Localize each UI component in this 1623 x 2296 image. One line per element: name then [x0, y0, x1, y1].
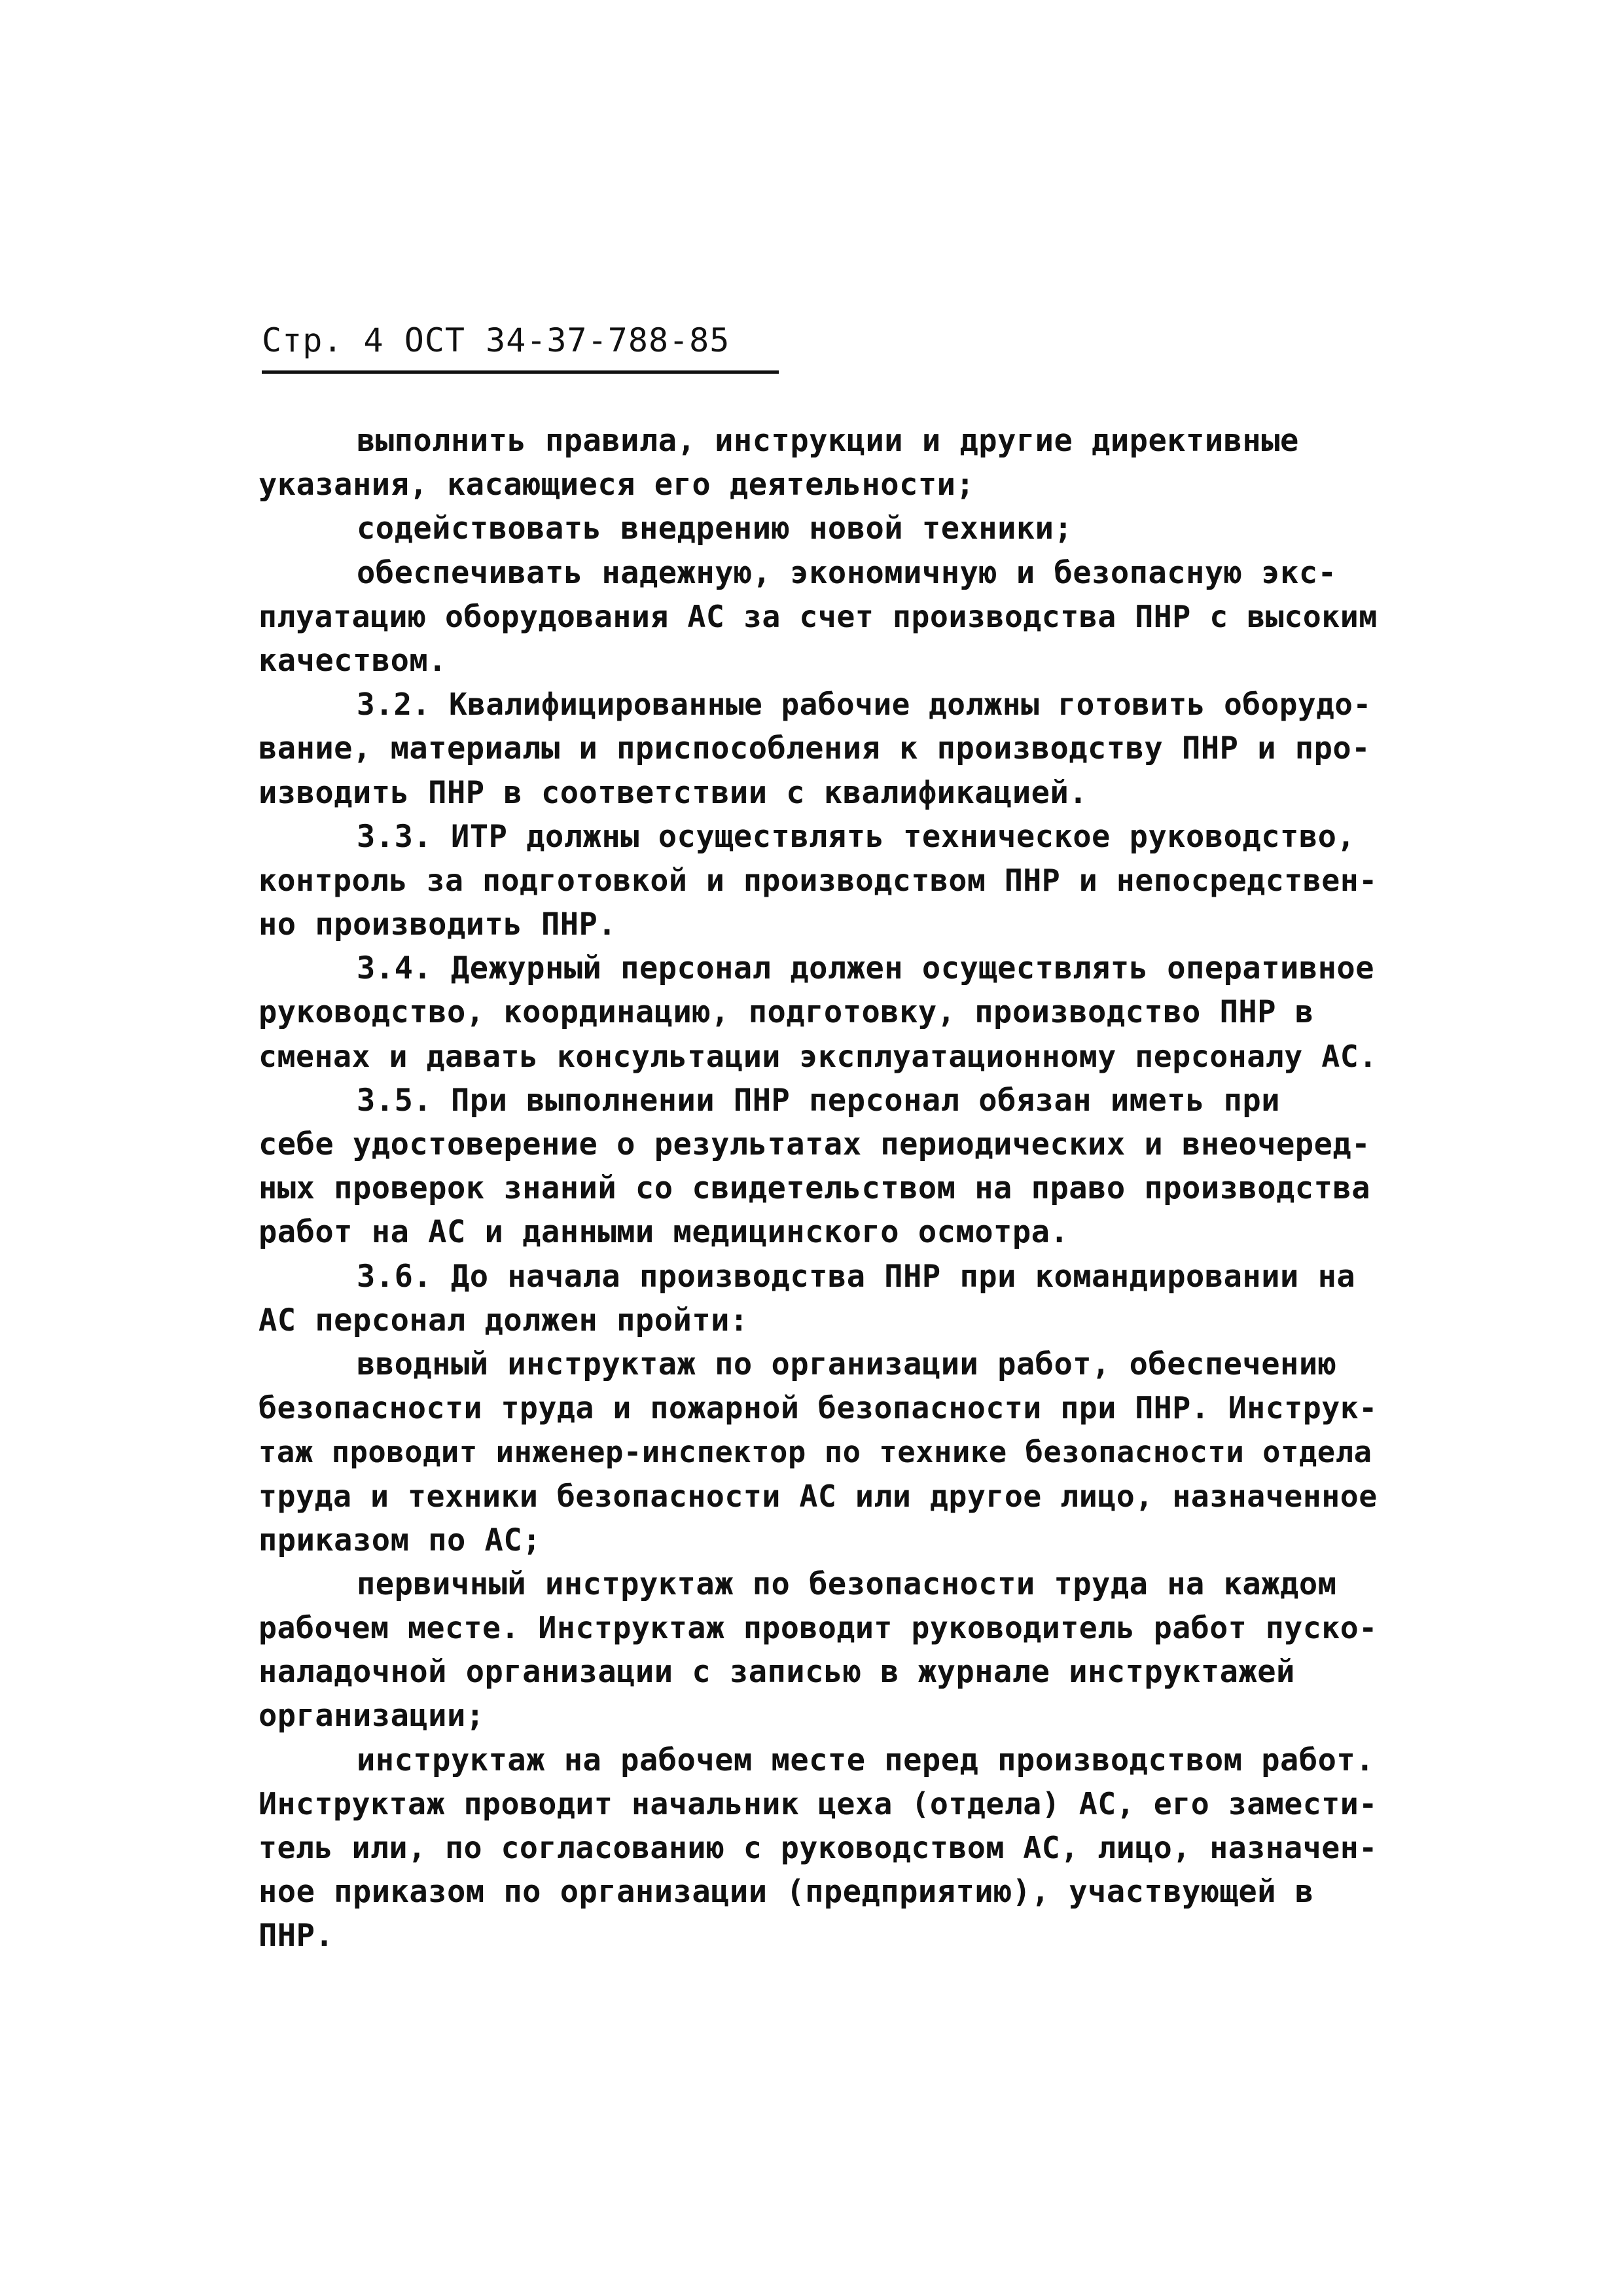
text-line: изводить ПНР в соответствии с квалификацией. [259, 774, 1088, 811]
text-line: организации; [259, 1698, 485, 1734]
text-line: выполнить правила, инструкции и другие директивные [357, 423, 1299, 459]
text-line: ное приказом по организации (предприятию), участвующей в [259, 1874, 1314, 1910]
text-line: сменах и давать консультации эксплуатационному персоналу АС. [259, 1038, 1378, 1074]
text-line: содействовать внедрению новой техники; [357, 511, 1073, 547]
page-header [262, 314, 779, 374]
text-line: работ на АС и данными медицинского осмотра. [259, 1214, 1069, 1251]
text-line: вание, материалы и приспособления к производству ПНР и про- [259, 730, 1370, 767]
text-line: приказом по АС; [259, 1522, 541, 1558]
text-line: АС персонал должен пройти: [259, 1302, 749, 1338]
header-rule [262, 370, 779, 374]
text-line: но производить ПНР. [259, 906, 617, 943]
text-line: руководство, координацию, подготовку, производство ПНР в [259, 994, 1314, 1031]
text-line: тель или, по согласованию с руководством АС, лицо, назначен- [259, 1830, 1378, 1865]
text-line: 3.3. ИТР должны осуществлять техническое руководство, [357, 818, 1356, 855]
text-line: рабочем месте. Инструктаж проводит руководитель работ пуско- [259, 1610, 1378, 1646]
document-body [259, 419, 1378, 1958]
text-line: инструктаж на рабочем месте перед производством работ. [357, 1742, 1375, 1778]
text-line: плуатацию оборудования АС за счет производства ПНР с высоким [259, 598, 1378, 634]
text-line: таж проводит инженер-инспектор по технике безопасности отдела [259, 1435, 1372, 1470]
text-line: 3.6. До начала производства ПНР при командировании на [357, 1258, 1356, 1295]
text-line: ПНР. [259, 1918, 334, 1954]
page-header-text: Стр. 4 ОСТ 34-37-788-85 [262, 321, 730, 359]
text-line: 3.5. При выполнении ПНР персонал обязан иметь при [357, 1082, 1281, 1119]
text-line: Инструктаж проводит начальник цеха (отдела) АС, его замести- [259, 1785, 1378, 1821]
text-line: контроль за подготовкой и производством ПНР и непосредствен- [259, 862, 1378, 898]
text-line: вводный инструктаж по организации работ, обеспечению [357, 1346, 1337, 1382]
text-line: наладочной организации с записью в журнале инструктажей [259, 1654, 1295, 1691]
text-line: указания, касающиеся его деятельности; [259, 467, 975, 503]
text-line: первичный инструктаж по безопасности труда на каждом [357, 1566, 1337, 1602]
text-line: качеством. [259, 642, 447, 679]
text-line: ных проверок знаний со свидетельством на право производства [259, 1170, 1370, 1207]
text-line: 3.4. Дежурный персонал должен осуществлять оперативное [357, 950, 1375, 987]
text-line: обеспечивать надежную, экономичную и безопасную экс- [357, 554, 1337, 591]
text-line: труда и техники безопасности АС или другое лицо, назначенное [259, 1478, 1378, 1514]
text-line: безопасности труда и пожарной безопасности при ПНР. Инструк- [259, 1390, 1378, 1426]
text-line: 3.2. Квалифицированные рабочие должны готовить оборудо- [357, 687, 1372, 723]
text-line: себе удостоверение о результатах периодических и внеочеред- [259, 1126, 1370, 1162]
